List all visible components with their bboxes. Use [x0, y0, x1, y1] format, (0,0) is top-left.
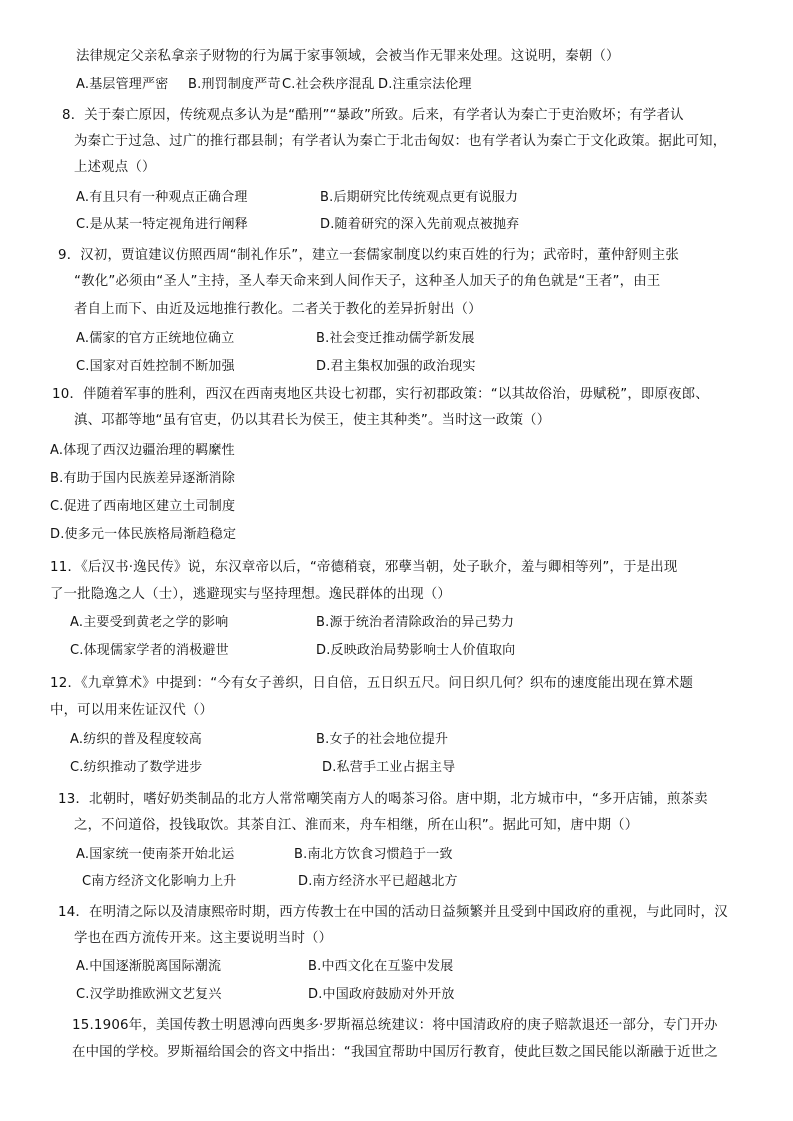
q8-option-a: A.有且只有一种观点正确合理 [76, 190, 248, 205]
q14-line-2: 学也在西方流传开来。这主要说明当时（） [74, 931, 333, 946]
q7-option-d: D.注重宗法伦理 [378, 77, 472, 92]
q8-option-b: B.后期研究比传统观点更有说服力 [320, 190, 519, 205]
q12-line-1: 12．《九章算术》中提到：“今有女子善织，日自倍，五日织五尺。问日织几何？织布的速度能出现在算术题 [50, 676, 694, 691]
q7-text: 法律规定父亲私拿亲子财物的行为属于家事领域，会被当作无罪来处理。这说明，秦朝（） [76, 49, 620, 64]
q15-line-1: 15.1906年，美国传教士明恩溥向西奥多·罗斯福总统建议：将中国清政府的庚子赔款退还一部分，专门开办 [72, 1018, 718, 1033]
q12-option-a: A.纺织的普及程度较高 [70, 732, 202, 747]
q8-line-2: 为秦亡于过急、过广的推行郡县制；有学者认为秦亡于北击匈奴：也有学者认为秦亡于文化政策。据此可知， [74, 134, 727, 149]
q10-line-2: 滇、邛都等地“虽有官吏，仍以其君长为侯王，使主其种类”。当时这一政策（） [74, 413, 551, 428]
q14-option-c: C.汉学助推欧洲文艺复兴 [76, 987, 222, 1002]
q9-option-c: C.国家对百姓控制不断加强 [76, 359, 235, 374]
q12-option-b: B.女子的社会地位提升 [316, 732, 449, 747]
q14-option-b: B.中西文化在互鉴中发展 [308, 959, 454, 974]
q8-option-c: C.是从某一特定视角进行阐释 [76, 217, 249, 232]
q10-line-1: 10．伴随着军事的胜利，西汉在西南夷地区共设七初郡，实行初郡政策：“以其故俗治，毋赋税”，即原夜郎、 [52, 387, 709, 402]
q14-option-a: A.中国逐渐脱离国际潮流 [76, 959, 222, 974]
q8-line-3: 上述观点（） [74, 160, 156, 175]
q10-option-c: C.促进了西南地区建立土司制度 [50, 499, 236, 514]
q13-option-d: D.南方经济水平已超越北方 [298, 874, 458, 889]
q11-option-c: C.体现儒家学者的消极避世 [70, 643, 229, 658]
q10-option-a: A.体现了西汉边疆治理的羁縻性 [50, 443, 235, 458]
q8-option-d: D.随着研究的深入先前观点被抛弃 [320, 217, 520, 232]
q12-line-2: 中，可以用来佐证汉代（） [50, 703, 214, 718]
q14-option-d: D.中国政府鼓励对外开放 [308, 987, 455, 1002]
q9-line-3: 者自上而下、由近及远地推行教化。二者关于教化的差异折射出（） [74, 302, 482, 317]
q8-line-1: 8．关于秦亡原因，传统观点多认为是“酷刑”“暴政”所致。后来，有学者认为秦亡于吏治败坏；有学者认 [62, 108, 684, 123]
q9-line-1: 9．汉初，贾谊建议仿照西周“制礼作乐”，建立一套儒家制度以约束百姓的行为；武帝时，董仲舒则主张 [58, 248, 679, 263]
q11-line-2: 了一批隐逸之人（士），逃避现实与坚持理想。逸民群体的出现（） [50, 587, 452, 602]
q13-option-a: A.国家统一使南茶开始北运 [76, 847, 235, 862]
q9-option-d: D.君主集权加强的政治现实 [316, 359, 476, 374]
q13-line-1: 13．北朝时，嗜好奶类制品的北方人常常嘲笑南方人的喝茶习俗。唐中期，北方城市中，“多开店铺，煎茶卖 [58, 792, 708, 807]
q7-option-b: B.刑罚制度严苛 [188, 77, 281, 92]
q14-line-1: 14．在明清之际以及清康熙帝时期，西方传教士在中国的活动日益频繁并且受到中国政府的重视，与此同时，汉 [58, 905, 728, 920]
q13-line-2: 之，不问道俗，投钱取饮。其茶自江、淮而来，舟车相继，所在山积”。据此可知，唐中期（） [74, 818, 639, 833]
q13-option-c: C南方经济文化影响力上升 [82, 874, 237, 889]
q7-option-c: C.社会秩序混乱 [282, 77, 375, 92]
q7-option-a: A.基层管理严密 [76, 77, 169, 92]
q11-line-1: 11．《后汉书·逸民传》说，东汉章帝以后，“帝德稍衰，邪孽当朝，处子耿介，羞与卿相等列”，于是出现 [50, 560, 678, 575]
q11-option-b: B.源于统治者清除政治的异己势力 [316, 615, 515, 630]
q9-line-2: “教化”必须由“圣人”主持，圣人奉天命来到人间作天子，这种圣人加天子的角色就是“王者”，由王 [74, 274, 661, 289]
q11-option-d: D.反映政治局势影响士人价值取向 [316, 643, 516, 658]
q10-option-b: B.有助于国内民族差异逐渐消除 [50, 471, 236, 486]
q11-option-a: A.主要受到黄老之学的影响 [70, 615, 229, 630]
q10-option-d: D.使多元一体民族格局渐趋稳定 [50, 527, 237, 542]
q12-option-d: D.私营手工业占据主导 [322, 760, 456, 775]
q12-option-c: C.纺织推动了数学进步 [70, 760, 203, 775]
q9-option-b: B.社会变迁推动儒学新发展 [316, 331, 475, 346]
q15-line-2: 在中国的学校。罗斯福给国会的咨文中指出：“我国宜帮助中国厉行教育，使此巨数之国民能以渐融于近世之 [72, 1045, 718, 1060]
q13-option-b: B.南北方饮食习惯趋于一致 [294, 847, 453, 862]
q9-option-a: A.儒家的官方正统地位确立 [76, 331, 235, 346]
